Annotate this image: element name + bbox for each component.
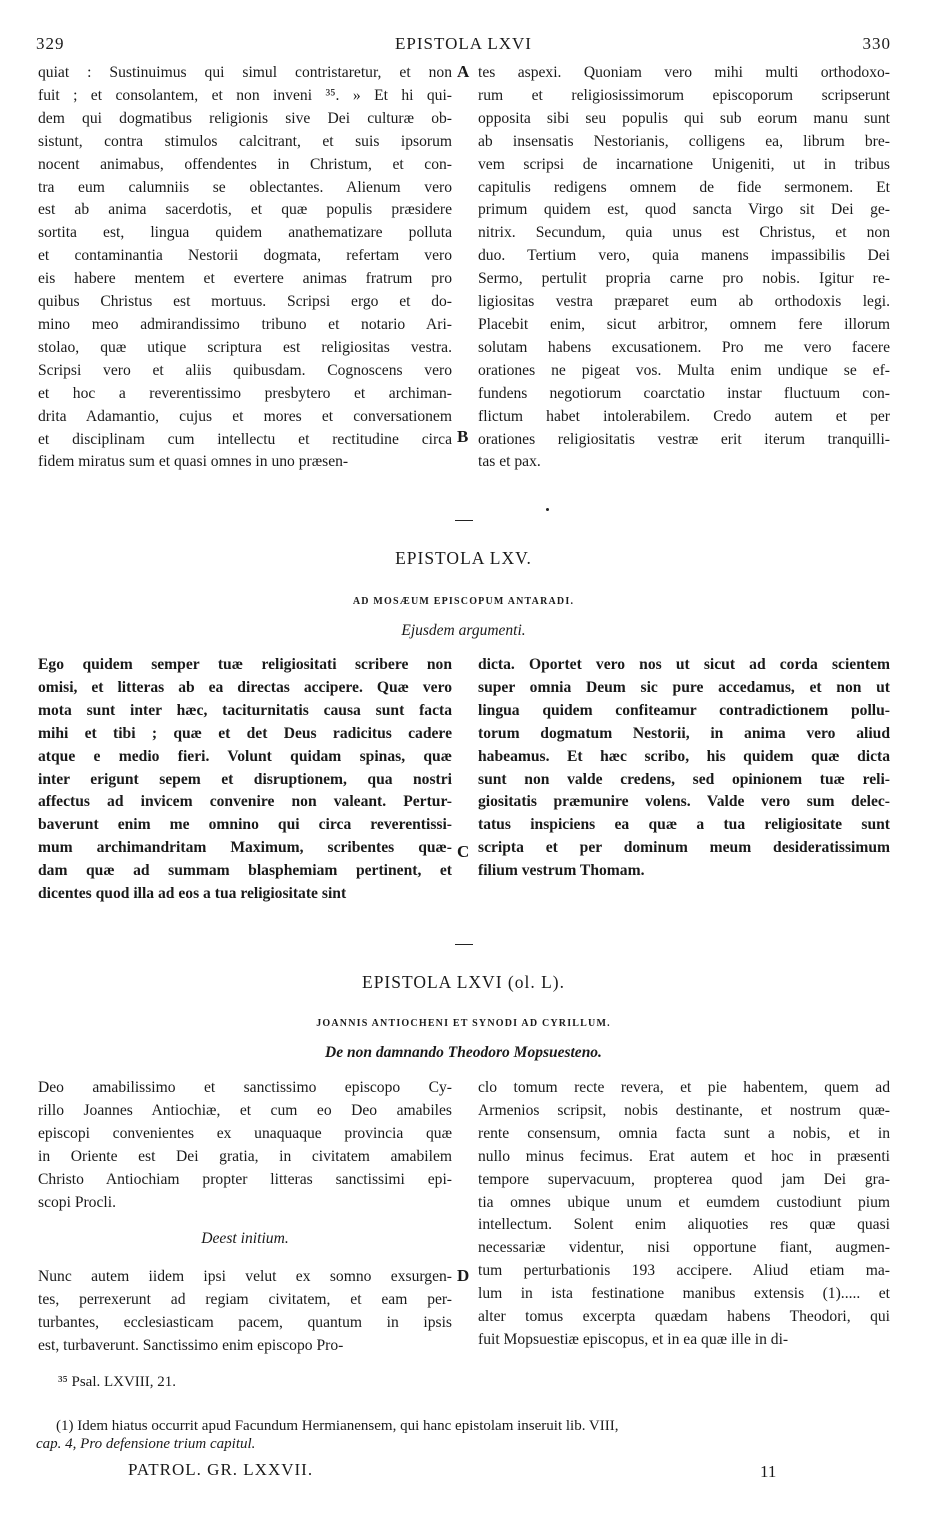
text-line: giositatis præmunire volens. Valde vero sum delec-: [478, 793, 890, 811]
text-line: super omnia Deum sic pure accedamus, et non ut: [478, 678, 890, 696]
text-line: orationes ne pigeat vos. Multa enim undique se ef-: [478, 361, 890, 379]
text-line: tia omnes ubique unum et eumdem custodiunt pium: [478, 1193, 890, 1211]
margin-marker-b: B: [457, 427, 469, 446]
separator-dash: [455, 520, 473, 521]
text-line: capitulis redigens omnem de fide sermonem. Et: [478, 178, 890, 196]
footnote-1-line-2: cap. 4, Pro defensione trium capitul.: [36, 1436, 256, 1452]
text-line: et contaminantia Nestorii dogmata, refertam vero: [38, 247, 452, 265]
footer-series: PATROL. GR. LXXVII.: [128, 1460, 314, 1479]
text-line: sistunt, contra stimulos calcitrant, et suis ipsorum: [38, 132, 452, 150]
text-line: et disciplinam cum intellectu et rectitudine circa: [38, 430, 452, 448]
text-line: dam quæ ad summam blasphemiam pertinent, et: [38, 862, 452, 880]
text-line: inter erigunt sepem et disruptionem, qua nostri: [38, 770, 452, 788]
text-line: mihi et tibi ; quæ et det Deus radicitus cadere: [38, 724, 452, 742]
text-line: tatus inspiciens ea quæ a tua religiositate sunt: [478, 816, 890, 834]
text-line: opposita sibi seu populis qui sub eorum manu sunt: [478, 109, 890, 127]
page-number-right: 330: [862, 34, 891, 53]
text-line: quibus Christus est mortuus. Scripsi ergo et do-: [38, 293, 452, 311]
text-line: nitrix. Secundum, quia unus est Christus, et non: [478, 224, 890, 242]
text-line: orationes religiositatis vestræ erit iterum tranquilli-: [478, 430, 890, 448]
running-title: EPISTOLA LXVI: [395, 34, 532, 53]
text-line: Scripsi vero et aliis quibusdam. Cognoscens vero: [38, 361, 452, 379]
epistle-66-addressee: JOANNIS ANTIOCHENI ET SYNODI AD CYRILLUM.: [316, 1018, 611, 1029]
text-line: sortita est, lingua quidem anathematizare polluta: [38, 224, 452, 242]
text-line: fundens negotiorum coarctatio instar fluctuum con-: [478, 384, 890, 402]
text-line: et hoc a reverentissimo presbytero et archiman-: [38, 384, 452, 402]
footnote-1-line-1: (1) Idem hiatus occurrit apud Facundum Hermianensem, qui hanc epistolam inseruit lib. VIII,: [56, 1418, 619, 1434]
text-line: mum archimandritam Maximum, scribentes quæ-: [38, 839, 452, 857]
text-line: sunt non valde credens, sed opinionem tuæ reli-: [478, 770, 890, 788]
text-line: tum perturbationis 193 accipere. Aliud etiam ma-: [478, 1262, 890, 1280]
text-line: mino meo admirandissimo tribuno et notario Ari-: [38, 315, 452, 333]
text-line: drita Adamantio, cujus et mores et conversationem: [38, 407, 452, 425]
text-line: omisi, et litteras ab ea directas accipere. Quæ vero: [38, 678, 452, 696]
text-line: stolao, quæ utique scriptura est religiositas vestra.: [38, 338, 452, 356]
text-line: mota sunt inter hæc, taciturnitatis causa sunt facta: [38, 701, 452, 719]
text-line: ab insensatis Nestorianis, colligens ea, librum bre-: [478, 132, 890, 150]
text-line: Nunc autem iidem ipsi velut ex somno exsurgen-: [38, 1268, 452, 1285]
text-line: habeamus. Et hæc scribo, his quidem quæ dicta: [478, 747, 890, 765]
text-line: quiat : Sustinuimus qui simul contristaretur, et non: [38, 64, 452, 81]
footer-sheet-number: 11: [760, 1462, 777, 1481]
text-line: ligiositas vestra præparet eum ab orthodoxis legi.: [478, 293, 890, 311]
section1-left-column: [38, 62, 452, 474]
text-line: Sermo, pertulit propria carne pro nobis. Igitur re-: [478, 270, 890, 288]
text-line: fuit Mopsuestiæ episcopus, et in ea quæ ille in di-: [478, 1330, 789, 1348]
text-line: dicta. Oportet vero nos ut sicut ad corda scientem: [478, 656, 890, 673]
text-line: torum dogmatum Nestorii, in anima vero aliud: [478, 724, 890, 742]
text-line: necessariæ videntur, nisi opportune fiant, augmen-: [478, 1239, 890, 1257]
text-line: nullo minus fecimus. Erat autem et hoc in præsenti: [478, 1147, 890, 1165]
text-line: tempore supervacuum, propterea quod jam Dei gra-: [478, 1170, 890, 1188]
text-line: dicentes quod illa ad eos a tua religiositate sint: [38, 885, 347, 903]
section1-right-column: [478, 62, 890, 474]
epistle-66-title: EPISTOLA LXVI (ol. L).: [362, 972, 565, 992]
text-line: scopi Procli.: [38, 1193, 116, 1211]
epistle-65-addressee: AD MOSÆUM EPISCOPUM ANTARADI.: [352, 596, 575, 607]
text-line: tas et pax.: [478, 453, 541, 471]
text-line: tes aspexi. Quoniam vero mihi multi orthodoxo-: [478, 64, 890, 81]
epistle-66-left-body: [38, 1266, 452, 1358]
text-line: alter tomus excerpta quædam habens Theodori, qui: [478, 1308, 890, 1326]
text-line: episcopi convenientes ex unaquaque provincia quæ: [38, 1124, 452, 1142]
text-line: Armenios scripsit, nobis destinante, et nostrum quæ-: [478, 1101, 890, 1119]
text-line: tra eum calumniis se oblectantes. Alienum vero: [38, 178, 452, 196]
deest-initium: Deest initium.: [201, 1230, 289, 1247]
text-line: tes, perrexerunt ad regiam civitatem, et eam per-: [38, 1290, 452, 1308]
text-line: dem qui dogmatibus religionis sive Dei culturæ ob-: [38, 109, 452, 127]
text-line: Deo amabilissimo et sanctissimo episcopo Cy-: [38, 1079, 452, 1096]
epistle-65-argument: Ejusdem argumenti.: [401, 622, 526, 639]
margin-marker-a: A: [457, 62, 470, 81]
text-line: rillo Joannes Antiochiæ, et cum eo Deo amabiles: [38, 1101, 452, 1119]
text-line: turbantes, ecclesiasticam pacem, quantum in ipsis: [38, 1313, 452, 1331]
epistle-65-title: EPISTOLA LXV.: [395, 548, 532, 568]
margin-marker-c: C: [457, 842, 470, 861]
text-line: Ego quidem semper tuæ religiositati scribere non: [38, 656, 452, 673]
epistle-66-right-column: [478, 1077, 890, 1352]
text-line: est, turbaverunt. Sanctissimo enim episcopo Pro-: [38, 1336, 344, 1354]
text-line: affectus ad invicem convenire non valeant. Pertur-: [38, 793, 452, 811]
margin-marker-d: D: [457, 1266, 470, 1285]
text-line: primum quidem est, quod sancta Virgo sit Dei ge-: [478, 201, 890, 219]
text-line: rum et religiosissimorum episcoporum scripserunt: [478, 86, 890, 104]
text-line: eis habere mentem et evertere animas fratrum pro: [38, 270, 452, 288]
footnote-psalm: ³⁵ Psal. LXVIII, 21.: [58, 1374, 177, 1390]
text-line: nocent animabus, offendentes in Christum, et con-: [38, 155, 452, 173]
text-line: fuit ; et consolantem, et non inveni ³⁵. » Et hi qui-: [38, 86, 452, 104]
text-line: filium vestrum Thomam.: [478, 862, 645, 880]
text-line: solutam habens excusationem. Pro me vero facere: [478, 338, 890, 356]
text-line: intellectum. Solent enim aliquoties res quæ quasi: [478, 1216, 890, 1234]
text-line: baverunt enim me omnino qui circa reverentissi-: [38, 816, 452, 834]
text-line: scripta et per dominum meum desideratissimum: [478, 839, 890, 857]
text-line: clo tomum recte revera, et pie habentem, quem ad: [478, 1079, 890, 1096]
epistle-66-salutation: [38, 1077, 452, 1214]
text-line: est ab anima sacerdotis, et quæ populis præsidere: [38, 201, 452, 219]
page-number-left: 329: [36, 34, 65, 53]
text-line: vem scripsi de incarnatione Unigeniti, ut in tribus: [478, 155, 890, 173]
running-head: [36, 34, 891, 56]
epistle-66-argument: De non damnando Theodoro Mopsuesteno.: [325, 1044, 602, 1061]
text-line: lingua quidem confiteamur contradictionem pollu-: [478, 701, 890, 719]
separator-dash-2: [455, 944, 473, 945]
text-line: Christo Antiochiam propter litteras sanctissimi epi-: [38, 1170, 452, 1188]
text-line: rente consensum, omnia facta sunt a nobis, et in: [478, 1124, 890, 1142]
text-line: fidem miratus sum et quasi omnes in uno præsen-: [38, 453, 349, 471]
text-line: flictum habet intolerabilem. Credo autem et per: [478, 407, 890, 425]
separator-dot: [546, 508, 549, 511]
text-line: duo. Tertium vero, quia manens impassibilis Dei: [478, 247, 890, 265]
epistle-65-left-column: [38, 654, 452, 906]
epistle-65-right-column: [478, 654, 890, 883]
text-line: in Oriente est Dei gratia, in civitatem amabilem: [38, 1147, 452, 1165]
text-line: lum in ista festinatione manibus extensis (1)..... et: [478, 1285, 890, 1303]
text-line: Placebit enim, sicut arbitror, omnem fere illorum: [478, 315, 890, 333]
text-line: atque e medio fieri. Volunt quidam spinas, quæ: [38, 747, 452, 765]
